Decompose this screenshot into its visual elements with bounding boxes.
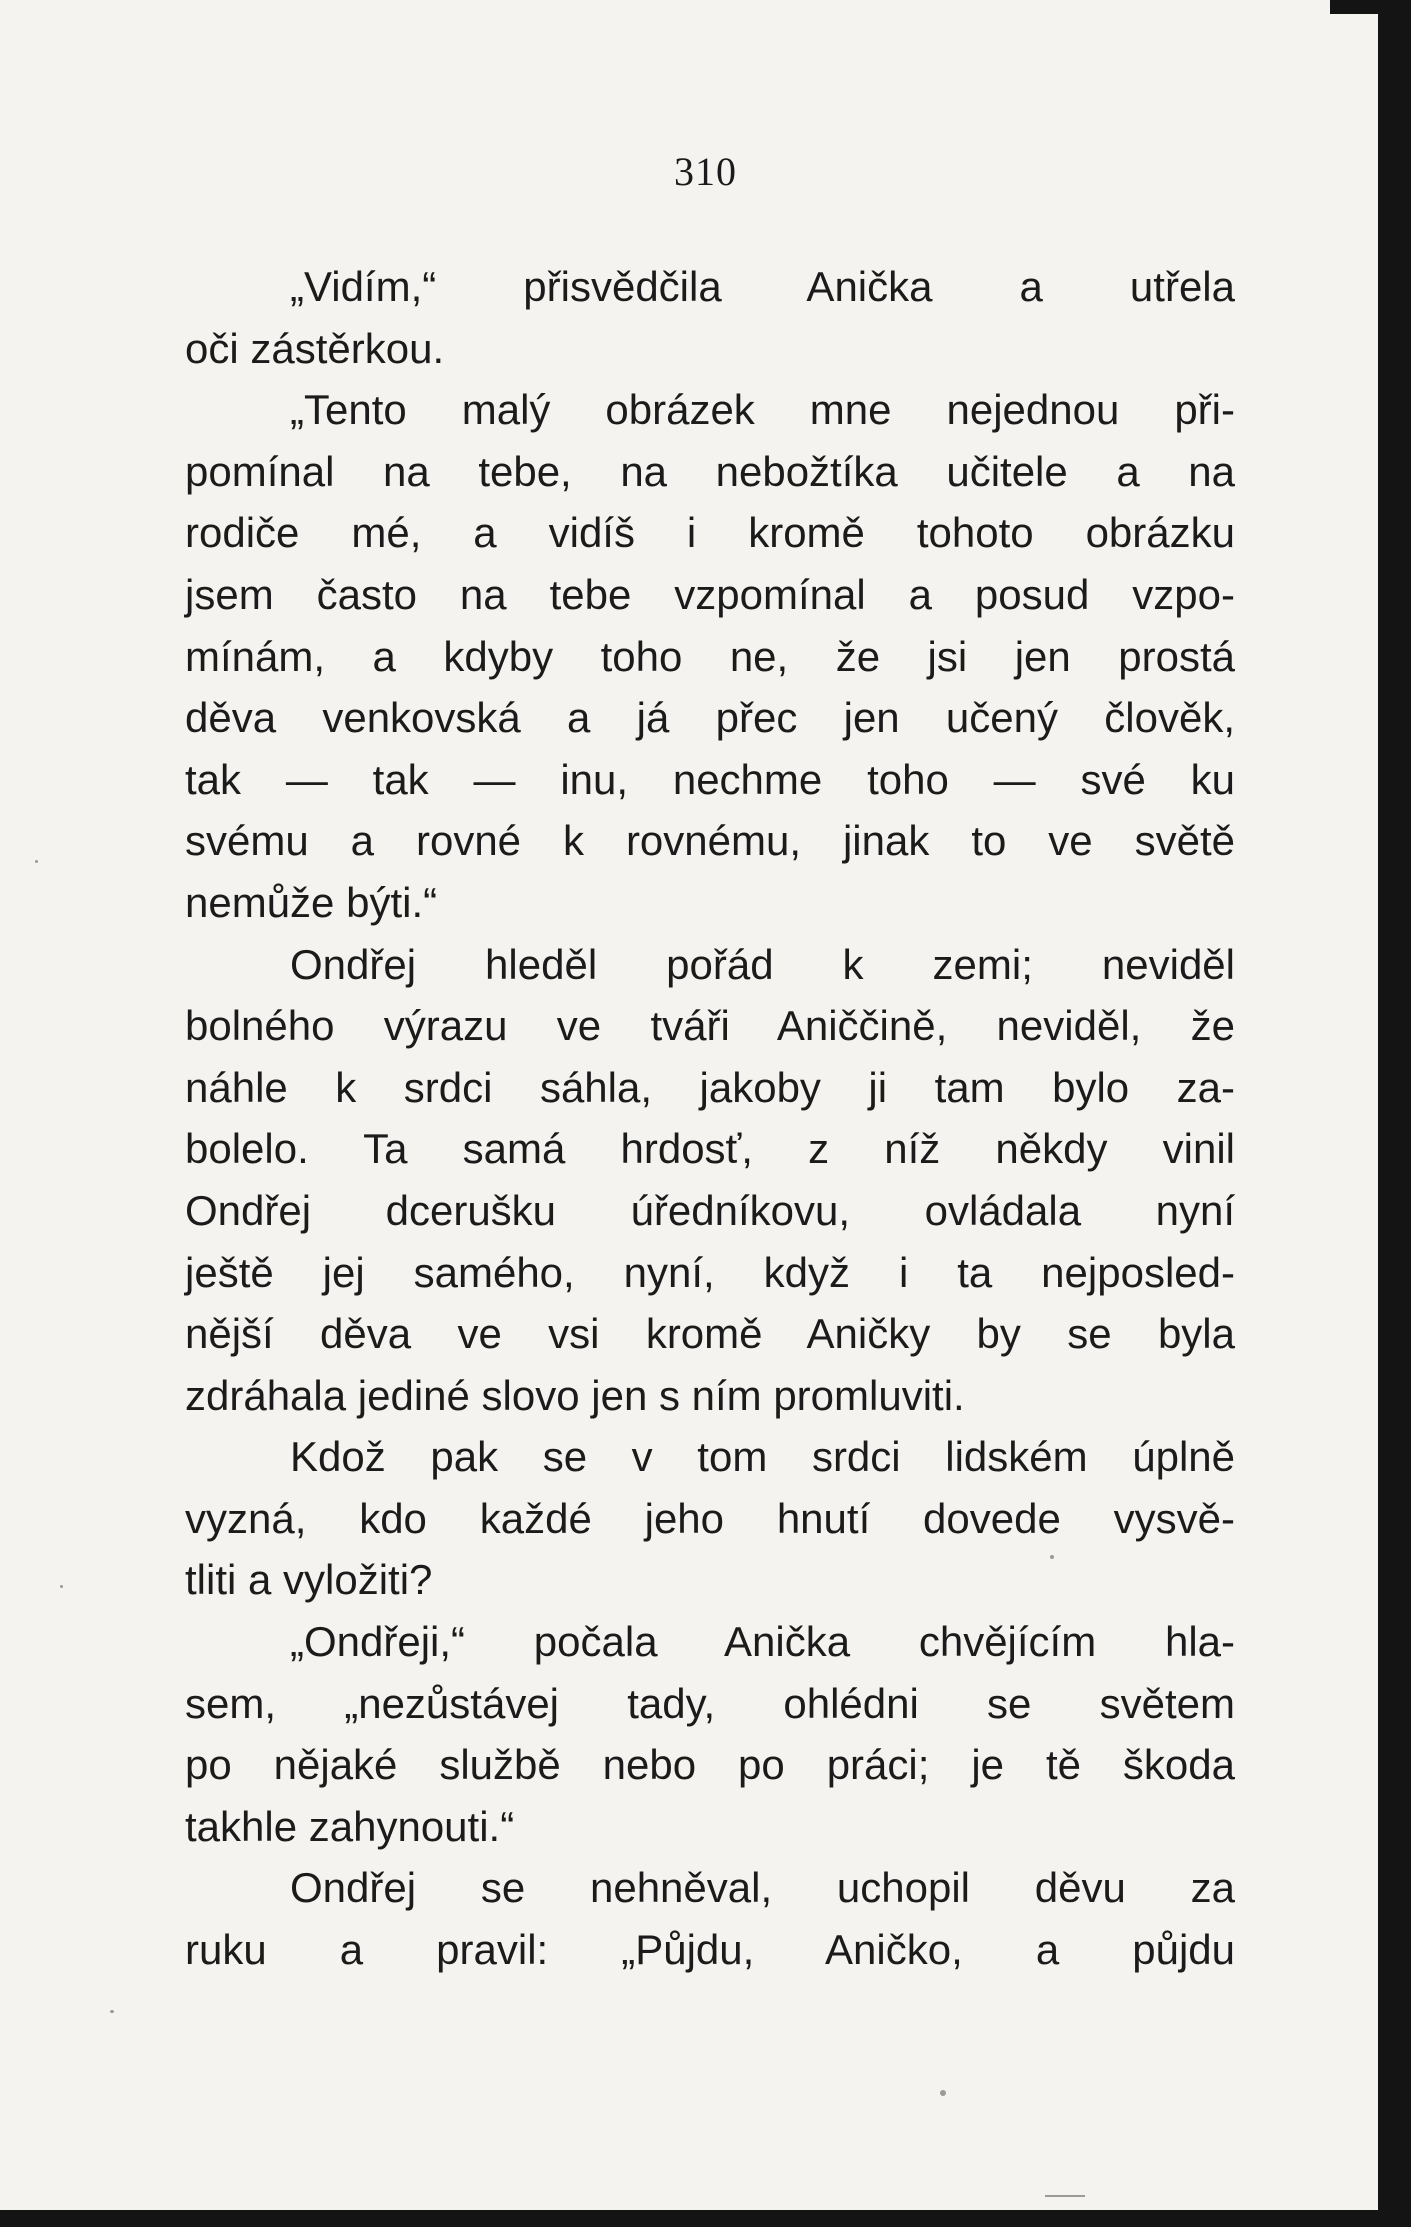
text-line: rodiče mé, a vidíš i kromě tohoto obrázku [185, 509, 1235, 557]
text-line: svému a rovné k rovnému, jinak to ve světě [185, 817, 1235, 865]
text-line: Ondřej hleděl pořád k zemi; neviděl [290, 940, 1235, 988]
text-line: mínám, a kdyby toho ne, že jsi jen prostá [185, 632, 1235, 680]
text-line: Ondřej dcerušku úředníkovu, ovládala nyní [185, 1186, 1235, 1234]
page-number: 310 [674, 149, 737, 194]
text-line: „Tento malý obrázek mne nejednou při- [290, 386, 1235, 434]
text-line: bolelo. Ta samá hrdosť, z níž někdy vinil [185, 1125, 1235, 1173]
text-line: zdráhala jediné slovo jen s ním promluviti. [185, 1371, 965, 1419]
scan-edge-bottom [0, 2210, 1411, 2227]
text-line: děva venkovská a já přec jen učený člověk, [185, 694, 1235, 742]
text-line: tak — tak — inu, nechme toho — své ku [185, 755, 1235, 803]
text-line: jsem často na tebe vzpomínal a posud vzpo- [185, 570, 1235, 618]
text-line: Ondřej se nehněval, uchopil děvu za [290, 1864, 1235, 1912]
text-line: Kdož pak se v tom srdci lidském úplně [290, 1433, 1235, 1481]
text-line: „Ondřeji,“ počala Anička chvějícím hla- [290, 1618, 1235, 1666]
text-line: vyzná, kdo každé jeho hnutí dovede vysvě- [185, 1494, 1235, 1542]
text-line: „Vidím,“ přisvědčila Anička a utřela [290, 263, 1235, 310]
text-line: takhle zahynouti.“ [185, 1802, 515, 1850]
scan-edge-top [1330, 0, 1390, 14]
text-line: po nějaké službě nebo po práci; je tě škoda [185, 1741, 1235, 1789]
text-line: náhle k srdci sáhla, jakoby ji tam bylo za- [185, 1063, 1235, 1111]
text-line: tliti a vyložiti? [185, 1556, 433, 1604]
scan-edge-right [1378, 0, 1411, 2227]
text-line: ještě jej samého, nyní, když i ta nejposled- [185, 1248, 1235, 1296]
text-line: ruku a pravil: „Půjdu, Aničko, a půjdu [185, 1926, 1235, 1974]
text-line: nější děva ve vsi kromě Aničky by se byla [185, 1310, 1235, 1358]
text-line: sem, „nezůstávej tady, ohlédni se světem [185, 1679, 1235, 1727]
body-text [185, 256, 1235, 1981]
text-line: pomínal na tebe, na nebožtíka učitele a na [185, 447, 1235, 495]
text-line: oči zástěrkou. [185, 324, 445, 372]
text-line: nemůže býti.“ [185, 878, 438, 926]
text-line: bolného výrazu ve tváři Aniččině, neviděl, že [185, 1002, 1235, 1050]
